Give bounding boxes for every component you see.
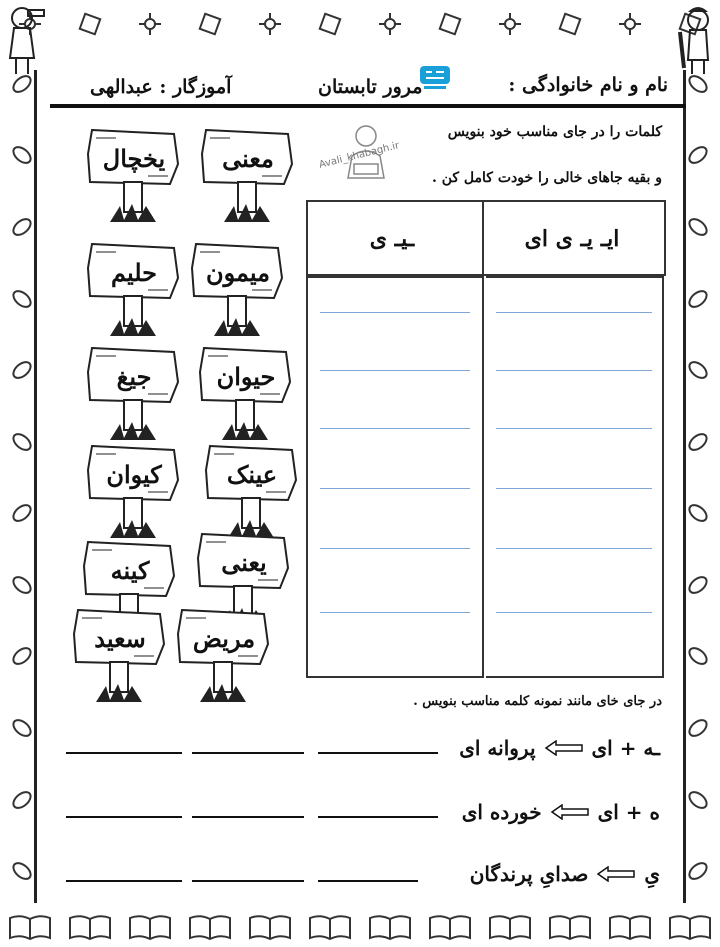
open-book-icon [187, 912, 233, 942]
boy-with-pencil-illustration [674, 2, 718, 78]
signpost-word: میمون [206, 258, 270, 287]
leaf-ornament-icon [685, 357, 711, 383]
answer-blank[interactable] [66, 816, 182, 818]
leaf-ornament-icon [685, 715, 711, 741]
word-signpost [198, 342, 294, 442]
leaf-ornament-icon [9, 214, 35, 240]
column-header-left: ـیـ ی [369, 226, 415, 252]
answer-blank[interactable] [318, 880, 418, 882]
instruction-line-1: کلمات را در جای مناسب خود بنویس [447, 124, 662, 140]
exercise-part: ه + ای [597, 800, 660, 824]
word-signpost [190, 238, 286, 338]
leaf-ornament-icon [685, 787, 711, 813]
open-book-icon [487, 912, 533, 942]
answer-line[interactable] [320, 370, 470, 371]
signpost-word: یخچال [102, 144, 166, 173]
exercise-row [462, 800, 660, 824]
exercise-example: پروانه ای [459, 736, 536, 760]
signpost-word: کینه [110, 556, 150, 585]
arrow-left-icon [550, 804, 590, 820]
exercise-row [470, 862, 660, 886]
column-header-right: ا‌یـ یـ ی ای [524, 226, 620, 252]
open-book-icon [7, 912, 53, 942]
leaf-ornament-icon [685, 858, 711, 884]
answer-line[interactable] [496, 488, 652, 489]
flower-ornament-icon [557, 11, 583, 37]
open-book-icon [547, 912, 593, 942]
signpost-word: حیوان [216, 362, 276, 391]
answer-line[interactable] [496, 548, 652, 549]
signpost-icon [86, 342, 182, 442]
open-book-icon [247, 912, 293, 942]
signpost-icon [72, 604, 168, 704]
exercise-part: یِ [644, 862, 660, 886]
signpost-word: معنی [222, 144, 274, 173]
leaf-ornament-icon [9, 286, 35, 312]
flower-ornament-icon [437, 11, 463, 37]
publisher-logo-icon [418, 62, 452, 92]
arrow-left-icon [596, 866, 636, 882]
open-book-icon [667, 912, 713, 942]
header-divider [50, 104, 686, 108]
leaf-ornament-icon [685, 643, 711, 669]
answer-line[interactable] [496, 370, 652, 371]
teacher-name: آموزگار : عبدالهی [90, 76, 232, 98]
answer-line[interactable] [320, 612, 470, 613]
answer-line[interactable] [320, 312, 470, 313]
word-signpost [204, 440, 300, 540]
left-border [0, 48, 44, 907]
exercise-row [459, 736, 660, 760]
open-book-icon [67, 912, 113, 942]
leaf-ornament-icon [9, 500, 35, 526]
leaf-ornament-icon [685, 142, 711, 168]
flower-ornament-icon [137, 11, 163, 37]
exercise-part: ـه + ای [591, 736, 660, 760]
signpost-icon [198, 342, 294, 442]
answer-line[interactable] [320, 428, 470, 429]
exercise-example: صدایِ پرندگان [469, 862, 589, 886]
open-book-icon [367, 912, 413, 942]
word-signpost [86, 124, 182, 224]
signpost-icon [86, 440, 182, 540]
watermark-text: Avali_khabagh.ir [317, 140, 401, 171]
answer-blank[interactable] [192, 880, 304, 882]
signpost-icon [204, 440, 300, 540]
signpost-word: حلیم [111, 258, 157, 287]
flower-ornament-icon [77, 11, 103, 37]
arrow-left-icon [544, 740, 584, 756]
leaf-ornament-icon [9, 787, 35, 813]
bottom-border [0, 907, 720, 947]
table-body-right [486, 276, 664, 678]
leaf-ornament-icon [685, 286, 711, 312]
word-signpost [200, 124, 296, 224]
leaf-ornament-icon [9, 715, 35, 741]
student-name-label: نام و نام خانوادگی : [508, 74, 668, 96]
signpost-word: جیغ [116, 362, 152, 391]
leaf-ornament-icon [685, 572, 711, 598]
answer-blank[interactable] [192, 752, 304, 754]
flower-ornament-icon [197, 11, 223, 37]
word-signpost [86, 238, 182, 338]
word-signpost [86, 342, 182, 442]
word-signpost [72, 604, 168, 704]
leaf-ornament-icon [685, 214, 711, 240]
signpost-icon [190, 238, 286, 338]
answer-line[interactable] [496, 312, 652, 313]
answer-blank[interactable] [192, 816, 304, 818]
table-column-divider [482, 200, 484, 678]
answer-blank[interactable] [318, 816, 438, 818]
open-book-icon [607, 912, 653, 942]
answer-line[interactable] [320, 548, 470, 549]
signpost-icon [200, 124, 296, 224]
instruction-line-2: و بقیه جاهای خالی را خودت کامل کن . [431, 170, 662, 186]
flower-ornament-icon [317, 11, 343, 37]
signpost-word: کیوان [106, 460, 162, 489]
leaf-ornament-icon [685, 500, 711, 526]
answer-line[interactable] [320, 488, 470, 489]
answer-line[interactable] [496, 428, 652, 429]
signpost-word: سعید [94, 624, 146, 653]
signpost-word: عینک [226, 460, 278, 489]
leaf-ornament-icon [9, 429, 35, 455]
table-body-left [306, 276, 482, 678]
flower-ornament-icon [257, 11, 283, 37]
answer-blank[interactable] [318, 752, 438, 754]
word-signpost [176, 604, 272, 704]
girl-with-telescope-illustration [2, 2, 46, 78]
word-signpost [86, 440, 182, 540]
leaf-ornament-icon [9, 357, 35, 383]
right-border [676, 48, 720, 907]
answer-line[interactable] [496, 612, 652, 613]
answer-blank[interactable] [66, 752, 182, 754]
signpost-icon [86, 124, 182, 224]
open-book-icon [127, 912, 173, 942]
flower-ornament-icon [617, 11, 643, 37]
flower-ornament-icon [497, 11, 523, 37]
signpost-icon [176, 604, 272, 704]
leaf-ornament-icon [9, 643, 35, 669]
open-book-icon [307, 912, 353, 942]
exercise-instruction: در جای خای مانند نمونه کلمه مناسب بنویس . [413, 694, 662, 709]
signpost-word: یعنی [221, 548, 267, 577]
leaf-ornament-icon [9, 142, 35, 168]
open-book-icon [427, 912, 473, 942]
top-border [0, 0, 720, 48]
leaf-ornament-icon [9, 858, 35, 884]
leaf-ornament-icon [685, 429, 711, 455]
answer-blank[interactable] [66, 880, 182, 882]
signpost-icon [86, 238, 182, 338]
flower-ornament-icon [377, 11, 403, 37]
leaf-ornament-icon [9, 572, 35, 598]
subject-title: مرور تابستان [318, 76, 423, 98]
signpost-word: مریض [192, 624, 256, 653]
exercise-example: خورده ای [461, 800, 542, 824]
